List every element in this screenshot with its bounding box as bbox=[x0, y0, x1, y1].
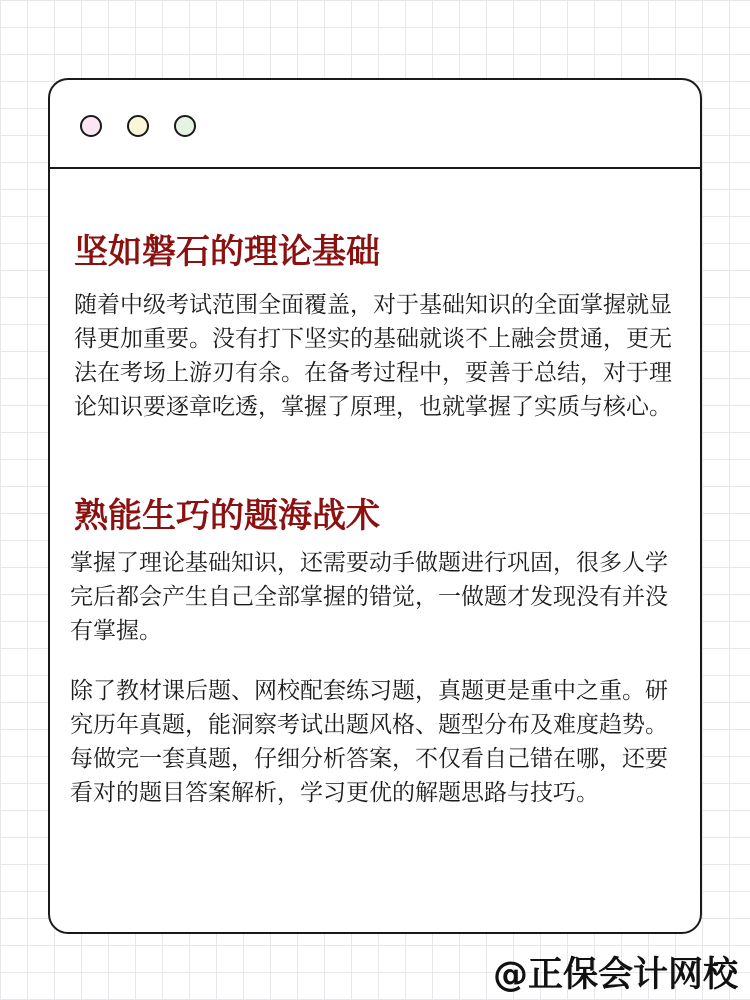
paragraph-past-exams: 除了教材课后题、网校配套练习题，真题更是重中之重。研究历年真题，能洞察考试出题风格、题型分布及难度趋势。每做完一套真题，仔细分析答案，不仅看自己错在哪，还要看对的题目答案解析，学习更优的解题思路与技巧。 bbox=[70, 678, 668, 806]
section-heading-practice: 熟能生巧的题海战术 bbox=[74, 496, 380, 536]
window-titlebar bbox=[50, 80, 700, 169]
content-card-window bbox=[48, 78, 702, 934]
paragraph-practice: 掌握了理论基础知识，还需要动手做题进行巩固，很多人学完后都会产生自己全部掌握的错觉，一做题才发现没有并没有掌握。 bbox=[70, 550, 668, 644]
window-dot-pink bbox=[80, 115, 102, 137]
paragraph-theory: 随着中级考试范围全面覆盖，对于基础知识的全面掌握就显得更加重要。没有打下坚实的基础就谈不上融会贯通，更无法在考场上游刃有余。在备考过程中，要善于总结，对于理论知识要逐章吃透，掌握了原理，也就掌握了实质与核心。 bbox=[74, 292, 672, 420]
window-dot-yellow bbox=[127, 115, 149, 137]
window-dot-green bbox=[174, 115, 196, 137]
brand-watermark: @正保会计网校 bbox=[492, 955, 738, 995]
section-heading-theory: 坚如磐石的理论基础 bbox=[74, 232, 380, 272]
